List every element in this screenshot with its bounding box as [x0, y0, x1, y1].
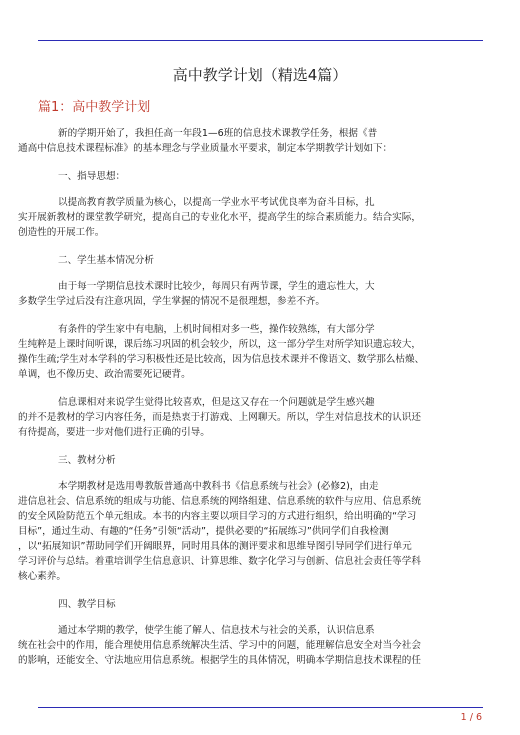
- subsection-heading: 四、教学目标: [58, 599, 116, 610]
- paragraph-line: 目标”，通过生动、有趣的“任务”引领“活动”，提供必要的“拓展练习”供同学们自我检测: [18, 526, 389, 537]
- paragraph-line: 以提高教育教学质量为核心，以提高一学业水平考试优良率为奋斗目标，扎: [58, 197, 375, 208]
- paragraph: [18, 395, 483, 440]
- paragraph: [18, 279, 483, 309]
- paragraph-line: 实开展新教材的课堂教学研究，提高自己的专业化水平，提高学生的综合素质能力。结合实际，: [18, 212, 421, 223]
- paragraph-line: 通高中信息技术课程标准》的基本理念与学业质量水平要求，制定本学期教学计划如下：: [18, 143, 393, 154]
- paragraph-line: 本学期教材是选用粤教版普通高中教科书《信息系统与社会》(必修2)，由走: [58, 481, 379, 492]
- paragraph-line: 由于每一学期信息技术课时比较少，每周只有两节课，学生的遗忘性大，大: [58, 281, 375, 292]
- paragraph: [18, 195, 483, 240]
- paragraph-line: 的安全风险防范五个单元组成。本书的内容主要以项目学习的方式进行组织，给出明确的“学习: [18, 511, 417, 522]
- paragraph-line: 创造性的开展工作。: [18, 227, 105, 238]
- paragraph-line: 通过本学期的教学，使学生能了解人、信息技术与社会的关系，认识信息系: [58, 625, 375, 636]
- page-number: 1 / 6: [460, 712, 482, 723]
- paragraph: [18, 322, 483, 382]
- paragraph-line: 操作生疏;学生对本学科的学习积极性还是比较高，因为信息技术课并不像语文、数学那么枯燥、: [18, 354, 425, 365]
- paragraph-line: 单调，也不像历史、政治需要死记硬背。: [18, 369, 191, 380]
- paragraph: [18, 623, 483, 668]
- paragraph-line: 的影响，还能安全、守法地应用信息系统。根据学生的具体情况，明确本学期信息技术课程的任: [18, 655, 421, 666]
- subsection-heading: 一、指导思想：: [58, 171, 126, 182]
- paragraph-line: 生纯粹是上课时间听课，课后练习巩固的机会较少，所以，这一部分学生对所学知识遗忘较大，: [18, 339, 421, 350]
- paragraph-line: 进信息社会、信息系统的组成与功能、信息系统的网络组建、信息系统的软件与应用、信息系统: [18, 496, 421, 507]
- paragraph: [18, 479, 483, 584]
- paragraph-line: 核心素养。: [18, 571, 66, 582]
- footer-rule: [38, 707, 483, 708]
- subsection-heading: 二、学生基本情况分析: [58, 255, 154, 266]
- paragraph-line: 的并不是教材的学习内容任务，而是热衷于打游戏、上网聊天。所以，学生对信息技术的认识还: [18, 412, 421, 423]
- paragraph-line: 有待提高，要进一步对他们进行正确的引导。: [18, 427, 210, 438]
- header-rule: [38, 40, 483, 41]
- paragraph-line: 有条件的学生家中有电脑，上机时间相对多一些，操作较熟练，有大部分学: [58, 324, 375, 335]
- paragraph: [18, 126, 483, 156]
- document-body: [18, 126, 483, 681]
- paragraph-line: 新的学期开始了，我担任高一年段1—6班的信息技术课教学任务，根据《普: [58, 128, 378, 139]
- paragraph-line: ，以“拓展知识”帮助同学们开阔眼界，同时用具体的测评要求和思维导图引导同学们进行单元: [18, 541, 412, 552]
- paragraph-line: 信息课相对来说学生觉得比较喜欢，但是这又存在一个问题就是学生感兴趣: [58, 397, 375, 408]
- subsection-heading: 三、教材分析: [58, 455, 116, 466]
- section-heading: 篇1：高中教学计划: [38, 100, 151, 115]
- paragraph-line: 多数学生学过后没有注意巩固，学生掌握的情况不是很理想，参差不齐。: [18, 296, 325, 307]
- document-title: 高中教学计划（精选4篇）: [172, 66, 348, 84]
- paragraph-line: 学习评价与总结。着重培训学生信息意识、计算思维、数字化学习与创新、信息社会责任等学科: [18, 556, 421, 567]
- paragraph-line: 统在社会中的作用，能合理使用信息系统解决生活、学习中的问题，能理解信息安全对当今社会: [18, 640, 421, 651]
